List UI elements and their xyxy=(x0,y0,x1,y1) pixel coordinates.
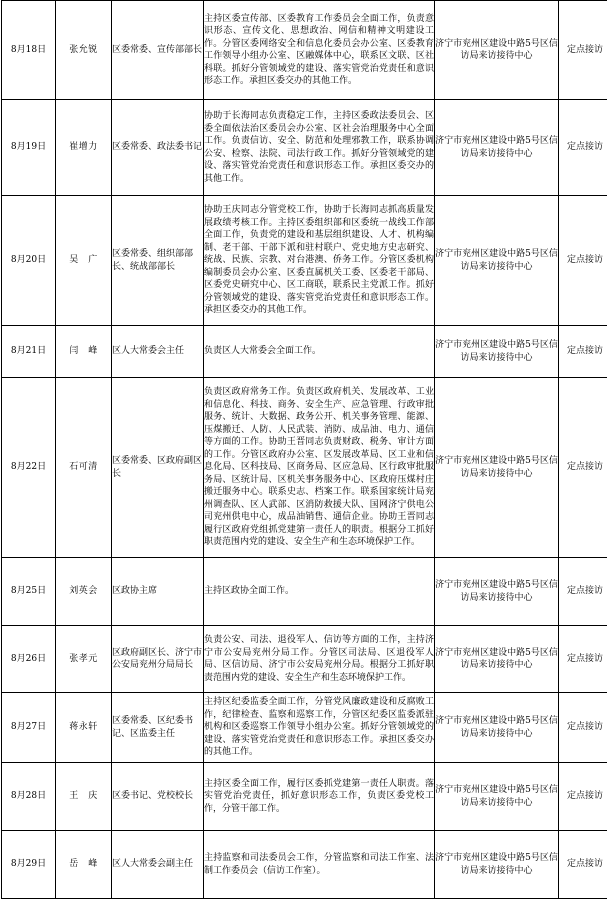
mode-cell: 定点接访 xyxy=(559,196,607,326)
table-row xyxy=(2,378,607,558)
mode-cell: 定点接访 xyxy=(559,763,607,831)
name-cell: 蒋永轩 xyxy=(56,693,112,763)
mode-cell: 定点接访 xyxy=(559,693,607,763)
date-cell: 8月18日 xyxy=(2,1,56,100)
mode-cell: 定点接访 xyxy=(559,558,607,626)
name-cell: 闫 峰 xyxy=(56,326,112,378)
date-cell: 8月26日 xyxy=(2,626,56,693)
duty-cell xyxy=(204,626,435,693)
duty-text: 负责区政府常务工作。负责区政府机关、发展改革、工业和信息化、科技、商务、安全生产、应急管理、行政审批服务、统计、大数据、政务公开、机关事务管理、能源、压煤搬迁、人防、人民武装、消防、成品油、电力、通信等方面的工作。协助王晋同志负责财政、税务、审计方面的工作。分管区政府办公室、区发展改革局、区工业和信息化局、区科技局、区商务局、区应急局、区行政审批服务局、区统计局、区机关事务服务中心、区政府压煤村庄搬迁服务中心。联系史志、档案工作。联系国家统计局兖州调查队、区人武部、区消防救援大队、国网济宁供电公司兖州供电中心，成品油销售、通信企业。协助王晋同志履行区政府党组抓党建第一责任人的职责。根据分工抓好职责范围内党的建设、安全生产和生态环境保护工作。 xyxy=(204,387,434,548)
duty-text: 主持区纪委监委全面工作，分管党风廉政建设和反腐败工作，纪律检查、监察和巡察工作，分管区纪委区监委派驻机构和区委巡察工作领导小组办公室。抓好分管领域党的建设、落实管党治党责任和意识形态工作。承担区委交办的其他工作。 xyxy=(204,697,434,758)
mode-cell: 定点接访 xyxy=(559,1,607,100)
mode-cell: 定点接访 xyxy=(559,831,607,899)
duty-cell xyxy=(204,558,435,626)
place-cell: 济宁市兖州区建设中路5号区信访局来访接待中心 xyxy=(435,693,559,763)
place-cell: 济宁市兖州区建设中路5号区信访局来访接待中心 xyxy=(435,626,559,693)
place-cell: 济宁市兖州区建设中路5号区信访局来访接待中心 xyxy=(435,196,559,326)
date-cell: 8月25日 xyxy=(2,558,56,626)
name-cell: 石可清 xyxy=(56,378,112,558)
duty-text: 协助于长海同志负责稳定工作，主持区委政法委员会、区委全面依法治区委员会办公室、区社会治理服务中心全面工作。负责信访、安全、防范和处理邪教工作，联系协调公安、检察、法院、司法行政工作。抓好分管领域党的建设、落实管党治党责任和意识形态工作。承担区委交办的其他工作。 xyxy=(204,111,434,184)
duty-text: 主持区委宣传部、区委教育工作委员会全面工作，负责意识形态、宣传文化、思想政治、网信和精神文明建设工作。分管区委网络安全和信息化委员会办公室、区委教育工作领导小组办公室、区融媒体中心，联系区文联、区社科联。抓好分管领域党的建设、落实管党治党责任和意识形态工作。承担区委交办的其他工作。 xyxy=(204,13,434,86)
post-cell: 区委常委、组织部部长、统战部部长 xyxy=(112,196,204,326)
post-cell: 区委常委、区政府副区长 xyxy=(112,378,204,558)
table-row xyxy=(2,693,607,763)
place-cell: 济宁市兖州区建设中路5号区信访局来访接待中心 xyxy=(435,326,559,378)
duty-cell xyxy=(204,326,435,378)
duty-text: 负责公安、司法、退役军人、信访等方面的工作，主持济宁市公安局兖州分局工作。分管区司法局、区退役军人局、区信访局、济宁市公安局兖州分局。根据分工抓好职责范围内党的建设、安全生产和生态环境保护工作。 xyxy=(204,635,434,683)
mode-cell: 定点接访 xyxy=(559,100,607,196)
name-cell: 张允锐 xyxy=(56,1,112,100)
name-cell: 张孝元 xyxy=(56,626,112,693)
name-cell: 王 庆 xyxy=(56,763,112,831)
post-cell: 区政协主席 xyxy=(112,558,204,626)
date-cell: 8月29日 xyxy=(2,831,56,899)
date-cell: 8月20日 xyxy=(2,196,56,326)
table-row xyxy=(2,626,607,693)
duty-cell xyxy=(204,763,435,831)
place-cell: 济宁市兖州区建设中路5号区信访局来访接待中心 xyxy=(435,1,559,100)
date-cell: 8月27日 xyxy=(2,693,56,763)
duty-cell xyxy=(204,1,435,100)
date-cell: 8月21日 xyxy=(2,326,56,378)
table-row xyxy=(2,326,607,378)
post-cell: 区委常委、政法委书记 xyxy=(112,100,204,196)
place-cell: 济宁市兖州区建设中路5号区信访局来访接待中心 xyxy=(435,378,559,558)
post-cell: 区委书记、党校校长 xyxy=(112,763,204,831)
duty-text: 主持区委全面工作，履行区委抓党建第一责任人职责。落实管党治党责任，抓好意识形态工作，负责区委党校工作，分管干部工作。 xyxy=(204,778,434,814)
duty-cell xyxy=(204,693,435,763)
duty-text: 协助王庆同志分管党校工作，协助于长海同志抓高质量发展政绩考核工作。主持区委组织部和区委统一战线工作部全面工作，负责党的建设和基层组织建设、人才、机构编制、老干部、干部下派和驻村联户、党史地方史志研究、统战、民族、宗教、对台港澳、侨务工作。分管区委机构编制委员会办公室、区委直属机关工委、区委老干部局、区委党史研究中心、区工商联，联系民主党派工作。抓好分管领域党的建设、落实管党治党责任和意识形态工作。承担区委交办的其他工作。 xyxy=(204,205,434,316)
duty-text: 主持监察和司法委员会工作，分管监察和司法工作室、法制工作委员会（信访工作室）。 xyxy=(204,853,434,876)
name-cell: 岳 峰 xyxy=(56,831,112,899)
mode-cell: 定点接访 xyxy=(559,626,607,693)
place-cell: 济宁市兖州区建设中路5号区信访局来访接待中心 xyxy=(435,831,559,899)
post-cell: 区委常委、宣传部部长 xyxy=(112,1,204,100)
place-cell: 济宁市兖州区建设中路5号区信访局来访接待中心 xyxy=(435,763,559,831)
table-row xyxy=(2,831,607,899)
date-cell: 8月28日 xyxy=(2,763,56,831)
name-cell: 崔增力 xyxy=(56,100,112,196)
duty-text: 负责区人大常委会全面工作。 xyxy=(204,346,322,357)
table-row xyxy=(2,100,607,196)
table-row xyxy=(2,763,607,831)
mode-cell: 定点接访 xyxy=(559,326,607,378)
post-cell: 区委常委、区纪委书记、区监委主任 xyxy=(112,693,204,763)
duty-text: 主持区政协全面工作。 xyxy=(204,586,295,597)
mode-cell: 定点接访 xyxy=(559,378,607,558)
table-row xyxy=(2,196,607,326)
table-row xyxy=(2,1,607,100)
duty-cell xyxy=(204,831,435,899)
place-cell: 济宁市兖州区建设中路5号区信访局来访接待中心 xyxy=(435,558,559,626)
post-cell: 区人大常委会主任 xyxy=(112,326,204,378)
duty-cell xyxy=(204,100,435,196)
name-cell: 吴 广 xyxy=(56,196,112,326)
date-cell: 8月22日 xyxy=(2,378,56,558)
post-cell: 区人大常委会副主任 xyxy=(112,831,204,899)
reception-schedule-table xyxy=(1,0,607,899)
name-cell: 刘英会 xyxy=(56,558,112,626)
duty-cell xyxy=(204,378,435,558)
date-cell: 8月19日 xyxy=(2,100,56,196)
place-cell: 济宁市兖州区建设中路5号区信访局来访接待中心 xyxy=(435,100,559,196)
table-row xyxy=(2,558,607,626)
post-cell: 区政府副区长、济宁市公安局兖州分局局长 xyxy=(112,626,204,693)
duty-cell xyxy=(204,196,435,326)
